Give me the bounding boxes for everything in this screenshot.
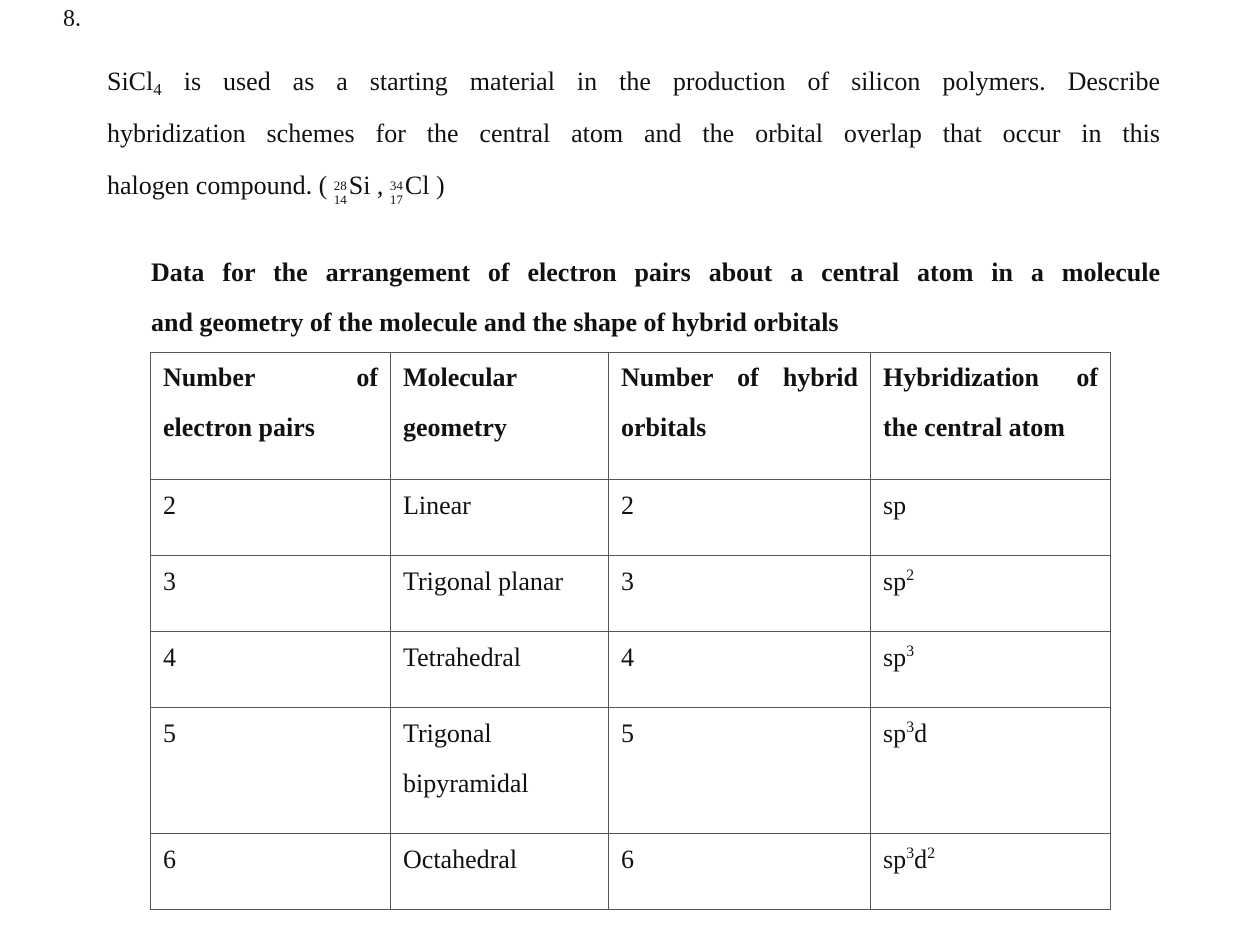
cell-pairs: 3 (151, 556, 391, 632)
cell-hybridization: $sp^3d^2$ (871, 834, 1111, 910)
table-caption (151, 248, 1160, 348)
hybridization-table (150, 352, 1111, 910)
header-hybridization: Hybridization of the central atom (871, 353, 1111, 480)
cell-pairs: 4 (151, 632, 391, 708)
cl-atomic-number: 17 (389, 192, 403, 207)
paragraph-line-3-suffix: ) (429, 171, 445, 200)
cell-orbitals: 2 (609, 480, 871, 556)
nuclide-separator: , (370, 171, 390, 200)
cell-orbitals: 5 (609, 708, 871, 834)
cell-geometry: Trigonal bipyramidal (391, 708, 609, 834)
paragraph-line-2: hybridization schemes for the central atom and the orbital overlap that occur in this (107, 119, 1160, 148)
cell-hybridization: $sp^3d$ (871, 708, 1111, 834)
cell-orbitals: 6 (609, 834, 871, 910)
paragraph-line-1 (107, 56, 1160, 108)
sicl-subscript: 4 (153, 80, 162, 99)
table-row (151, 708, 1111, 834)
cell-pairs: 2 (151, 480, 391, 556)
cell-pairs: 5 (151, 708, 391, 834)
cell-pairs: 6 (151, 834, 391, 910)
caption-line-2: and geometry of the molecule and the shape of hybrid orbitals (151, 308, 839, 337)
cell-geometry: Linear (391, 480, 609, 556)
cell-orbitals: 3 (609, 556, 871, 632)
si-mass-number: 28 (333, 178, 347, 193)
paragraph-line-1-text: is used as a starting material in the production of silicon polymers. Describe (161, 67, 1160, 96)
cell-hybridization: $sp^3$ (871, 632, 1111, 708)
cell-orbitals: 4 (609, 632, 871, 708)
table-header-row (151, 353, 1111, 480)
cell-hybridization: sp (871, 480, 1111, 556)
paragraph-line-3 (107, 160, 1160, 212)
cell-geometry: Trigonal planar (391, 556, 609, 632)
table-row (151, 632, 1111, 708)
si-atomic-number: 14 (333, 192, 347, 207)
table-row (151, 556, 1111, 632)
header-molecular-geometry: Molecular geometry (391, 353, 609, 480)
cl-mass-number: 34 (389, 178, 403, 193)
cl-symbol: Cl (404, 171, 430, 200)
cell-hybridization: $sp^2$ (871, 556, 1111, 632)
table-row (151, 834, 1111, 910)
sicl-formula: SiCl (107, 67, 154, 96)
caption-line-1: Data for the arrangement of electron pairs about a central atom in a molecule (151, 258, 1160, 287)
si-nuclide (334, 160, 371, 212)
cell-geometry: Tetrahedral (391, 632, 609, 708)
cl-nuclide (390, 160, 430, 212)
cell-geometry: Octahedral (391, 834, 609, 910)
question-paragraph (107, 56, 1160, 212)
header-hybrid-orbitals: Number of hybrid orbitals (609, 353, 871, 480)
header-electron-pairs: Number of electron pairs (151, 353, 391, 480)
table-row (151, 480, 1111, 556)
si-symbol: Si (348, 171, 371, 200)
question-number: 8. (63, 6, 81, 32)
paragraph-line-3-prefix: halogen compound. ( (107, 171, 334, 200)
